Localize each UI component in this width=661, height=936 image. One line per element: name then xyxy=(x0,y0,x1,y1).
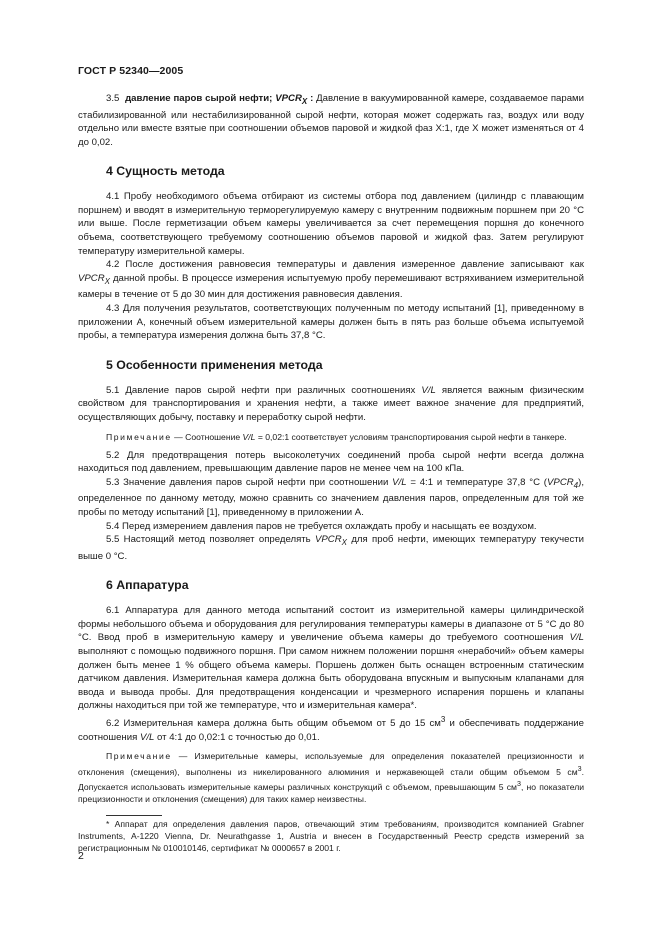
section-6-title: 6 Аппаратура xyxy=(106,578,189,593)
paragraph-6-2: 6.2 Измерительная камера должна быть общим объемом от 5 до 15 $см^3$ и обеспечивать поддержание соотношения V/L от 4:1 до 0,02:1 с точностью до 0,01. xyxy=(78,715,584,743)
note-label: Примечание xyxy=(106,431,172,442)
note-6-2: Примечание — Измерительные камеры, используемые для определения показателей прецизионности и отклонения (смещения), выполнены из никелированного алюминия и нержавеющей стали общим объемом 5 $см^3$. Допускается использовать измерительные камеры различных конструкций с объемом, превышающим 5 $см^3$, но показатели прецизионности и отклонения (смещения) для таких камер неизвестны. xyxy=(78,751,585,804)
paragraph-4-1: 4.1 Пробу необходимого объема отбирают из системы отбора под давлением (цилиндр с плавающим поршнем) и вводят в измерительную терморегулируемую камеру с внутренним подвижным поршнем при 20 °C или выше. После герметизации объем камеры увеличивается за счет перемещения поршня до конечного объема, соответствующего требуемому соотношению объемов паровой и жидкой фаз. Затем регулируют температуру измерительной камеры. xyxy=(78,191,584,257)
footnote-divider xyxy=(106,815,162,816)
term-definition: Давление в вакуумированной камере, создаваемое парами стабилизированной или нестабилизированной сырой нефти, которая может содержать газ, воздух или воду отдельно или вместе взятые при соотношении объемов паровой и жидкой фаз X:1, где X может изменяться от 4 до 0,02. xyxy=(78,93,584,148)
footnote: * Аппарат для определения давления паров, отвечающий этим требованиям, производится компанией Grabner Instruments, A-1220 Vienna, Dr. Neurathgasse 1, Austria и внесен в Государственный Реестр средств измерений за регистрационным № 010010146, сертификат № 0000657 в 2001 г. xyxy=(78,818,584,854)
term-abbr: VPCR xyxy=(275,93,302,104)
paragraph-3-5: 3.5 давление паров сырой нефти; $VPCR_X$ : Давление в вакуумированной камере, создаваемое парами стабилизированной или нестабилизированной сырой нефти, которая может содержать газ, воздух или воду отдельно или вместе взятые при соотношении объемов паровой и жидкой фаз X:1, где X может изменяться от 4 до 0,02. xyxy=(78,93,584,148)
paragraph-5-2: 5.2 Для предотвращения потерь высоколетучих соединений проба сырой нефти всегда должна находиться под давлением, превышающим давление паров не менее чем на 100 кПа. xyxy=(78,449,584,475)
paragraph-5-5: 5.5 Настоящий метод позволяет определять $VPCR_X$ для проб нефти, имеющих температуру текучести выше 0 °C. xyxy=(78,534,584,562)
page-content xyxy=(78,92,584,855)
paragraph-5-4: 5.4 Перед измерением давления паров не требуется охлаждать пробу и насыщать ее воздухом. xyxy=(106,520,537,532)
section-4-title: 4 Сущность метода xyxy=(106,164,225,179)
paragraph-6-1: 6.1 Аппаратура для данного метода испытаний состоит из измерительной камеры цилиндрической формы небольшого объема и оборудования для регулирования температуры камеры в диапазоне от 5 °C до 80 °C. Ввод проб в измерительную камеру и увеличение объема камеры до требуемого соотношения V/L выполняют с помощью подвижного поршня. При самом нижнем положении поршня «нерабочий» объем камеры должен быть менее 1 % общего объема камеры. Поршень должен быть оснащен встроенным статическим датчиком давления. Измерительная камера должна быть оборудована впускным и выпускным клапанами для ввода и вывода пробы. Для предотвращения конденсации и чрезмерного испарения поршень и клапаны должны находиться при той же температуре, что и измерительная камера*. xyxy=(78,605,584,712)
paragraph-4-3: 4.3 Для получения результатов, соответствующих полученным по методу испытаний [1], приведенному в приложении А, конечный объем измерительной камеры должен быть в пять раз больше объема испытуемой пробы, а температура измерения должна быть 37,8 °C. xyxy=(78,302,584,342)
note-label: Примечание xyxy=(106,751,172,762)
paragraph-5-1: 5.1 Давление паров сырой нефти при различных соотношениях V/L является важным физическим свойством для транспортирования и хранения нефти, а также имеет важное значение для предприятий, осуществляющих добычу, поставку и переработку сырой нефти. xyxy=(78,384,584,423)
paragraph-4-2: 4.2 После достижения равновесия температуры и давления измеренное давление записывают как $VPCR_X$ данной пробы. В процессе измерения испытуемую пробу перемешивают встряхиванием измерительной камеры в течение от 5 до 30 мин для достижения равновесия давления. xyxy=(78,259,584,301)
term-title: давление паров сырой нефти; xyxy=(125,93,273,104)
section-5-title: 5 Особенности применения метода xyxy=(106,357,323,372)
note-5-1: Примечание — Соотношение V/L = 0,02:1 соответствует условиям транспортирования сырой нефти в танкере. xyxy=(106,431,567,442)
page-header-standard: ГОСТ Р 52340—2005 xyxy=(78,65,184,77)
page-number: 2 xyxy=(78,850,84,862)
paragraph-5-3: 5.3 Значение давления паров сырой нефти при соотношении V/L = 4:1 и температуре 37,8 °C $(VPCR_4)$, определенное по данному методу, можно сравнить со значением давления паров, определенным для той же пробы по методу испытаний [1], приведенному в приложении А. xyxy=(78,476,584,518)
